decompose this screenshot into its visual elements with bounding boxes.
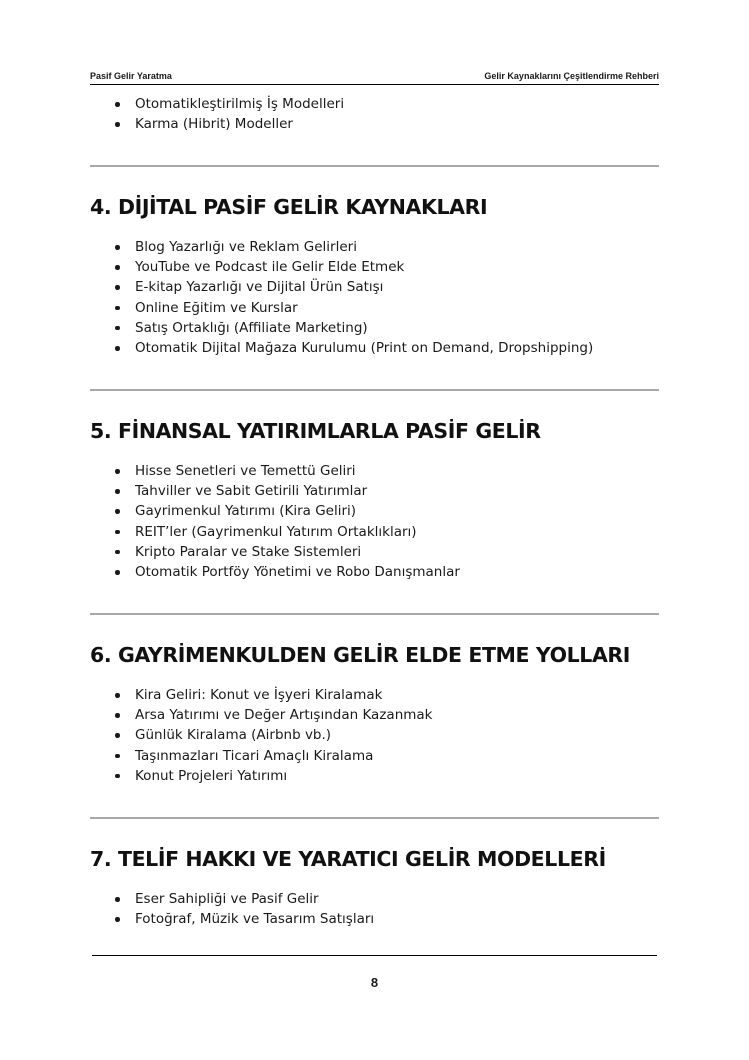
list-item: Fotoğraf, Müzik ve Tasarım Satışları bbox=[90, 909, 374, 929]
list-item: Online Eğitim ve Kurslar bbox=[90, 298, 593, 318]
list-item: Otomatikleştirilmiş İş Modelleri bbox=[90, 94, 344, 114]
section-divider bbox=[90, 613, 659, 615]
footer-divider bbox=[92, 955, 657, 956]
section-divider bbox=[90, 817, 659, 819]
page-number: 8 bbox=[370, 975, 379, 990]
section-list-digital bbox=[90, 237, 593, 358]
section-heading-real-estate: 6. GAYRİMENKULDEN GELİR ELDE ETME YOLLARI bbox=[90, 643, 631, 667]
header-right-title: Gelir Kaynaklarını Çeşitlendirme Rehberi bbox=[484, 71, 659, 81]
header-left-title: Pasif Gelir Yaratma bbox=[90, 71, 172, 81]
intro-list bbox=[90, 94, 344, 134]
list-item: Karma (Hibrit) Modeller bbox=[90, 114, 344, 134]
section-list-copyright bbox=[90, 889, 374, 929]
section-list-real-estate bbox=[90, 685, 433, 786]
list-item: Eser Sahipliği ve Pasif Gelir bbox=[90, 889, 374, 909]
section-heading-financial: 5. FİNANSAL YATIRIMLARLA PASİF GELİR bbox=[90, 419, 541, 443]
list-item: Taşınmazları Ticari Amaçlı Kiralama bbox=[90, 746, 433, 766]
list-item: Hisse Senetleri ve Temettü Geliri bbox=[90, 461, 460, 481]
list-item: REIT’ler (Gayrimenkul Yatırım Ortaklıkları) bbox=[90, 522, 460, 542]
list-item: Satış Ortaklığı (Affiliate Marketing) bbox=[90, 318, 593, 338]
list-item: Kira Geliri: Konut ve İşyeri Kiralamak bbox=[90, 685, 433, 705]
section-heading-copyright: 7. TELİF HAKKI VE YARATICI GELİR MODELLERİ bbox=[90, 847, 606, 871]
page-header bbox=[90, 70, 659, 85]
section-list-financial bbox=[90, 461, 460, 582]
list-item: Blog Yazarlığı ve Reklam Gelirleri bbox=[90, 237, 593, 257]
list-item: Konut Projeleri Yatırımı bbox=[90, 766, 433, 786]
list-item: Otomatik Portföy Yönetimi ve Robo Danışmanlar bbox=[90, 562, 460, 582]
list-item: YouTube ve Podcast ile Gelir Elde Etmek bbox=[90, 257, 593, 277]
list-item: E-kitap Yazarlığı ve Dijital Ürün Satışı bbox=[90, 277, 593, 297]
section-divider bbox=[90, 165, 659, 167]
list-item: Gayrimenkul Yatırımı (Kira Geliri) bbox=[90, 501, 460, 521]
section-divider bbox=[90, 389, 659, 391]
list-item: Günlük Kiralama (Airbnb vb.) bbox=[90, 725, 433, 745]
list-item: Tahviller ve Sabit Getirili Yatırımlar bbox=[90, 481, 460, 501]
list-item: Otomatik Dijital Mağaza Kurulumu (Print on Demand, Dropshipping) bbox=[90, 338, 593, 358]
list-item: Kripto Paralar ve Stake Sistemleri bbox=[90, 542, 460, 562]
list-item: Arsa Yatırımı ve Değer Artışından Kazanmak bbox=[90, 705, 433, 725]
section-heading-digital: 4. DİJİTAL PASİF GELİR KAYNAKLARI bbox=[90, 195, 488, 219]
